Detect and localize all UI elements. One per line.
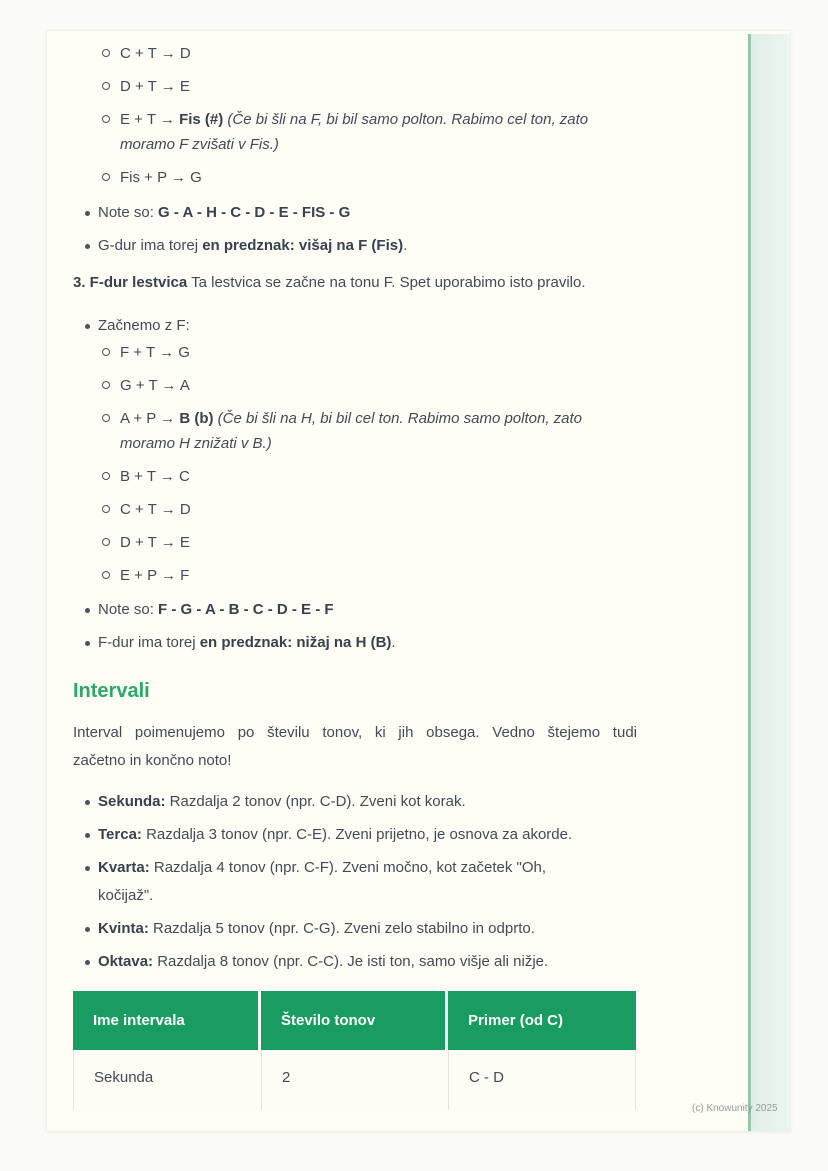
italic-text: (Če bi šli na F, bi bil samo polton. Rabimo cel ton, zato: [227, 111, 589, 128]
table-row: [73, 1050, 636, 1110]
list-item: [73, 915, 637, 943]
f-scale-intro-paragraph: [73, 269, 637, 297]
text-line: D + T → E: [120, 78, 190, 95]
list-item: [73, 464, 637, 489]
document-content: [73, 41, 637, 1110]
list-item: [73, 74, 637, 99]
text-line: G + T → A: [120, 377, 190, 394]
list-item: [73, 596, 637, 624]
text-line: D + T → E: [120, 534, 190, 551]
intervals-heading: Intervali: [73, 680, 150, 702]
text-line: G-dur ima torej en predznak: višaj na F (Fis).: [98, 237, 408, 254]
list-item: [73, 563, 637, 588]
text-line: Terca: Razdalja 3 tonov (npr. C-E). Zveni prijetno, je osnova za akorde.: [98, 826, 573, 843]
text-line: A + P → B (b) (Če bi šli na H, bi bil cel ton. Rabimo samo polton, zato: [120, 410, 583, 427]
text-line: [120, 132, 637, 157]
intervals-table-header-row: [73, 991, 636, 1050]
bold-text: F - G - A - B - C - D - E - F: [158, 601, 334, 618]
f-scale-steps-list: [73, 340, 637, 588]
text-line: Interval poimenujemo po številu tonov, ki jih obsega. Vedno štejemo tudi: [73, 724, 637, 741]
text-line: F-dur ima torej en predznak: nižaj na H (B).: [98, 634, 396, 651]
bold-text: Kvarta:: [98, 859, 150, 876]
table-header-cell: Primer (od C): [448, 991, 636, 1050]
g-scale-summary-list: [73, 199, 637, 260]
list-item: [73, 821, 637, 849]
text-line: Kvinta: Razdalja 5 tonov (npr. C-G). Zveni zelo stabilno in odprto.: [98, 920, 535, 937]
list-item: [73, 232, 637, 260]
text-line: Začnemo z F:: [98, 317, 190, 334]
list-item: [73, 497, 637, 522]
bold-text: Kvinta:: [98, 920, 149, 937]
g-scale-steps-list: [73, 41, 637, 190]
bold-text: G - A - H - C - D - E - FIS - G: [158, 204, 351, 221]
table-cell: Sekunda: [74, 1050, 262, 1110]
bold-text: en predznak: višaj na F (Fis): [202, 237, 404, 254]
list-item: [73, 199, 637, 227]
italic-text: moramo H znižati v B.): [120, 435, 272, 452]
text-line: F + T → G: [120, 344, 190, 361]
list-item: [73, 629, 637, 657]
bold-text: Fis (#): [179, 111, 224, 128]
text-line: Fis + P → G: [120, 169, 202, 186]
text-line: Kvarta: Razdalja 4 tonov (npr. C-F). Zveni močno, kot začetek "Oh,: [98, 859, 547, 876]
document-page: [46, 30, 791, 1132]
table-header-cell: Število tonov: [261, 991, 448, 1050]
bold-text: B (b): [179, 410, 214, 427]
page-accent-bar: [748, 34, 790, 1131]
table-cell: 2: [262, 1050, 449, 1110]
bold-text: en predznak: nižaj na H (B): [199, 634, 392, 651]
list-item: [73, 312, 637, 588]
text-line: C + T → D: [120, 501, 191, 518]
intervals-table: [73, 991, 636, 1110]
text-line: Oktava: Razdalja 8 tonov (npr. C-C). Je isti ton, samo višje ali nižje.: [98, 953, 549, 970]
text-line: začetno in končno noto!: [73, 752, 232, 769]
list-item: [73, 406, 637, 456]
table-header-cell: Ime intervala: [73, 991, 261, 1050]
text-line: Sekunda: Razdalja 2 tonov (npr. C-D). Zveni kot korak.: [98, 793, 466, 810]
bold-text: 3. F-dur lestvica: [73, 274, 188, 291]
table-cell: C - D: [449, 1050, 635, 1110]
text-line: [120, 431, 637, 456]
bold-text: Terca:: [98, 826, 142, 843]
text-line: C + T → D: [120, 45, 191, 62]
text-line: Note so: G - A - H - C - D - E - FIS - G: [98, 204, 351, 221]
italic-text: moramo F zvišati v Fis.): [120, 136, 279, 153]
f-scale-start-label: [98, 312, 637, 340]
f-scale-summary-list: [73, 596, 637, 657]
bold-text: Oktava:: [98, 953, 154, 970]
intervals-list: [73, 788, 637, 976]
bold-text: Sekunda:: [98, 793, 166, 810]
text-line: Note so: F - G - A - B - C - D - E - F: [98, 601, 334, 618]
text-line: E + T → Fis (#) (Če bi šli na F, bi bil samo polton. Rabimo cel ton, zato: [120, 111, 589, 128]
list-item: [73, 165, 637, 190]
list-item: [73, 41, 637, 66]
list-item: [73, 340, 637, 365]
copyright-watermark: (c) Knowunity 2025: [692, 1103, 778, 1114]
intervals-intro-paragraph: [73, 719, 637, 775]
text-line: E + P → F: [120, 567, 190, 584]
list-item: [73, 854, 637, 910]
text-line: 3. F-dur lestvica Ta lestvica se začne na tonu F. Spet uporabimo isto pravilo.: [73, 274, 586, 291]
text-line: kočijaž".: [98, 887, 154, 904]
list-item: [73, 948, 637, 976]
list-item: [73, 530, 637, 555]
list-item: [73, 107, 637, 157]
f-scale-list: [73, 312, 637, 588]
list-item: [73, 788, 637, 816]
list-item: [73, 373, 637, 398]
text-line: B + T → C: [120, 468, 190, 485]
italic-text: (Če bi šli na H, bi bil cel ton. Rabimo samo polton, zato: [217, 410, 583, 427]
